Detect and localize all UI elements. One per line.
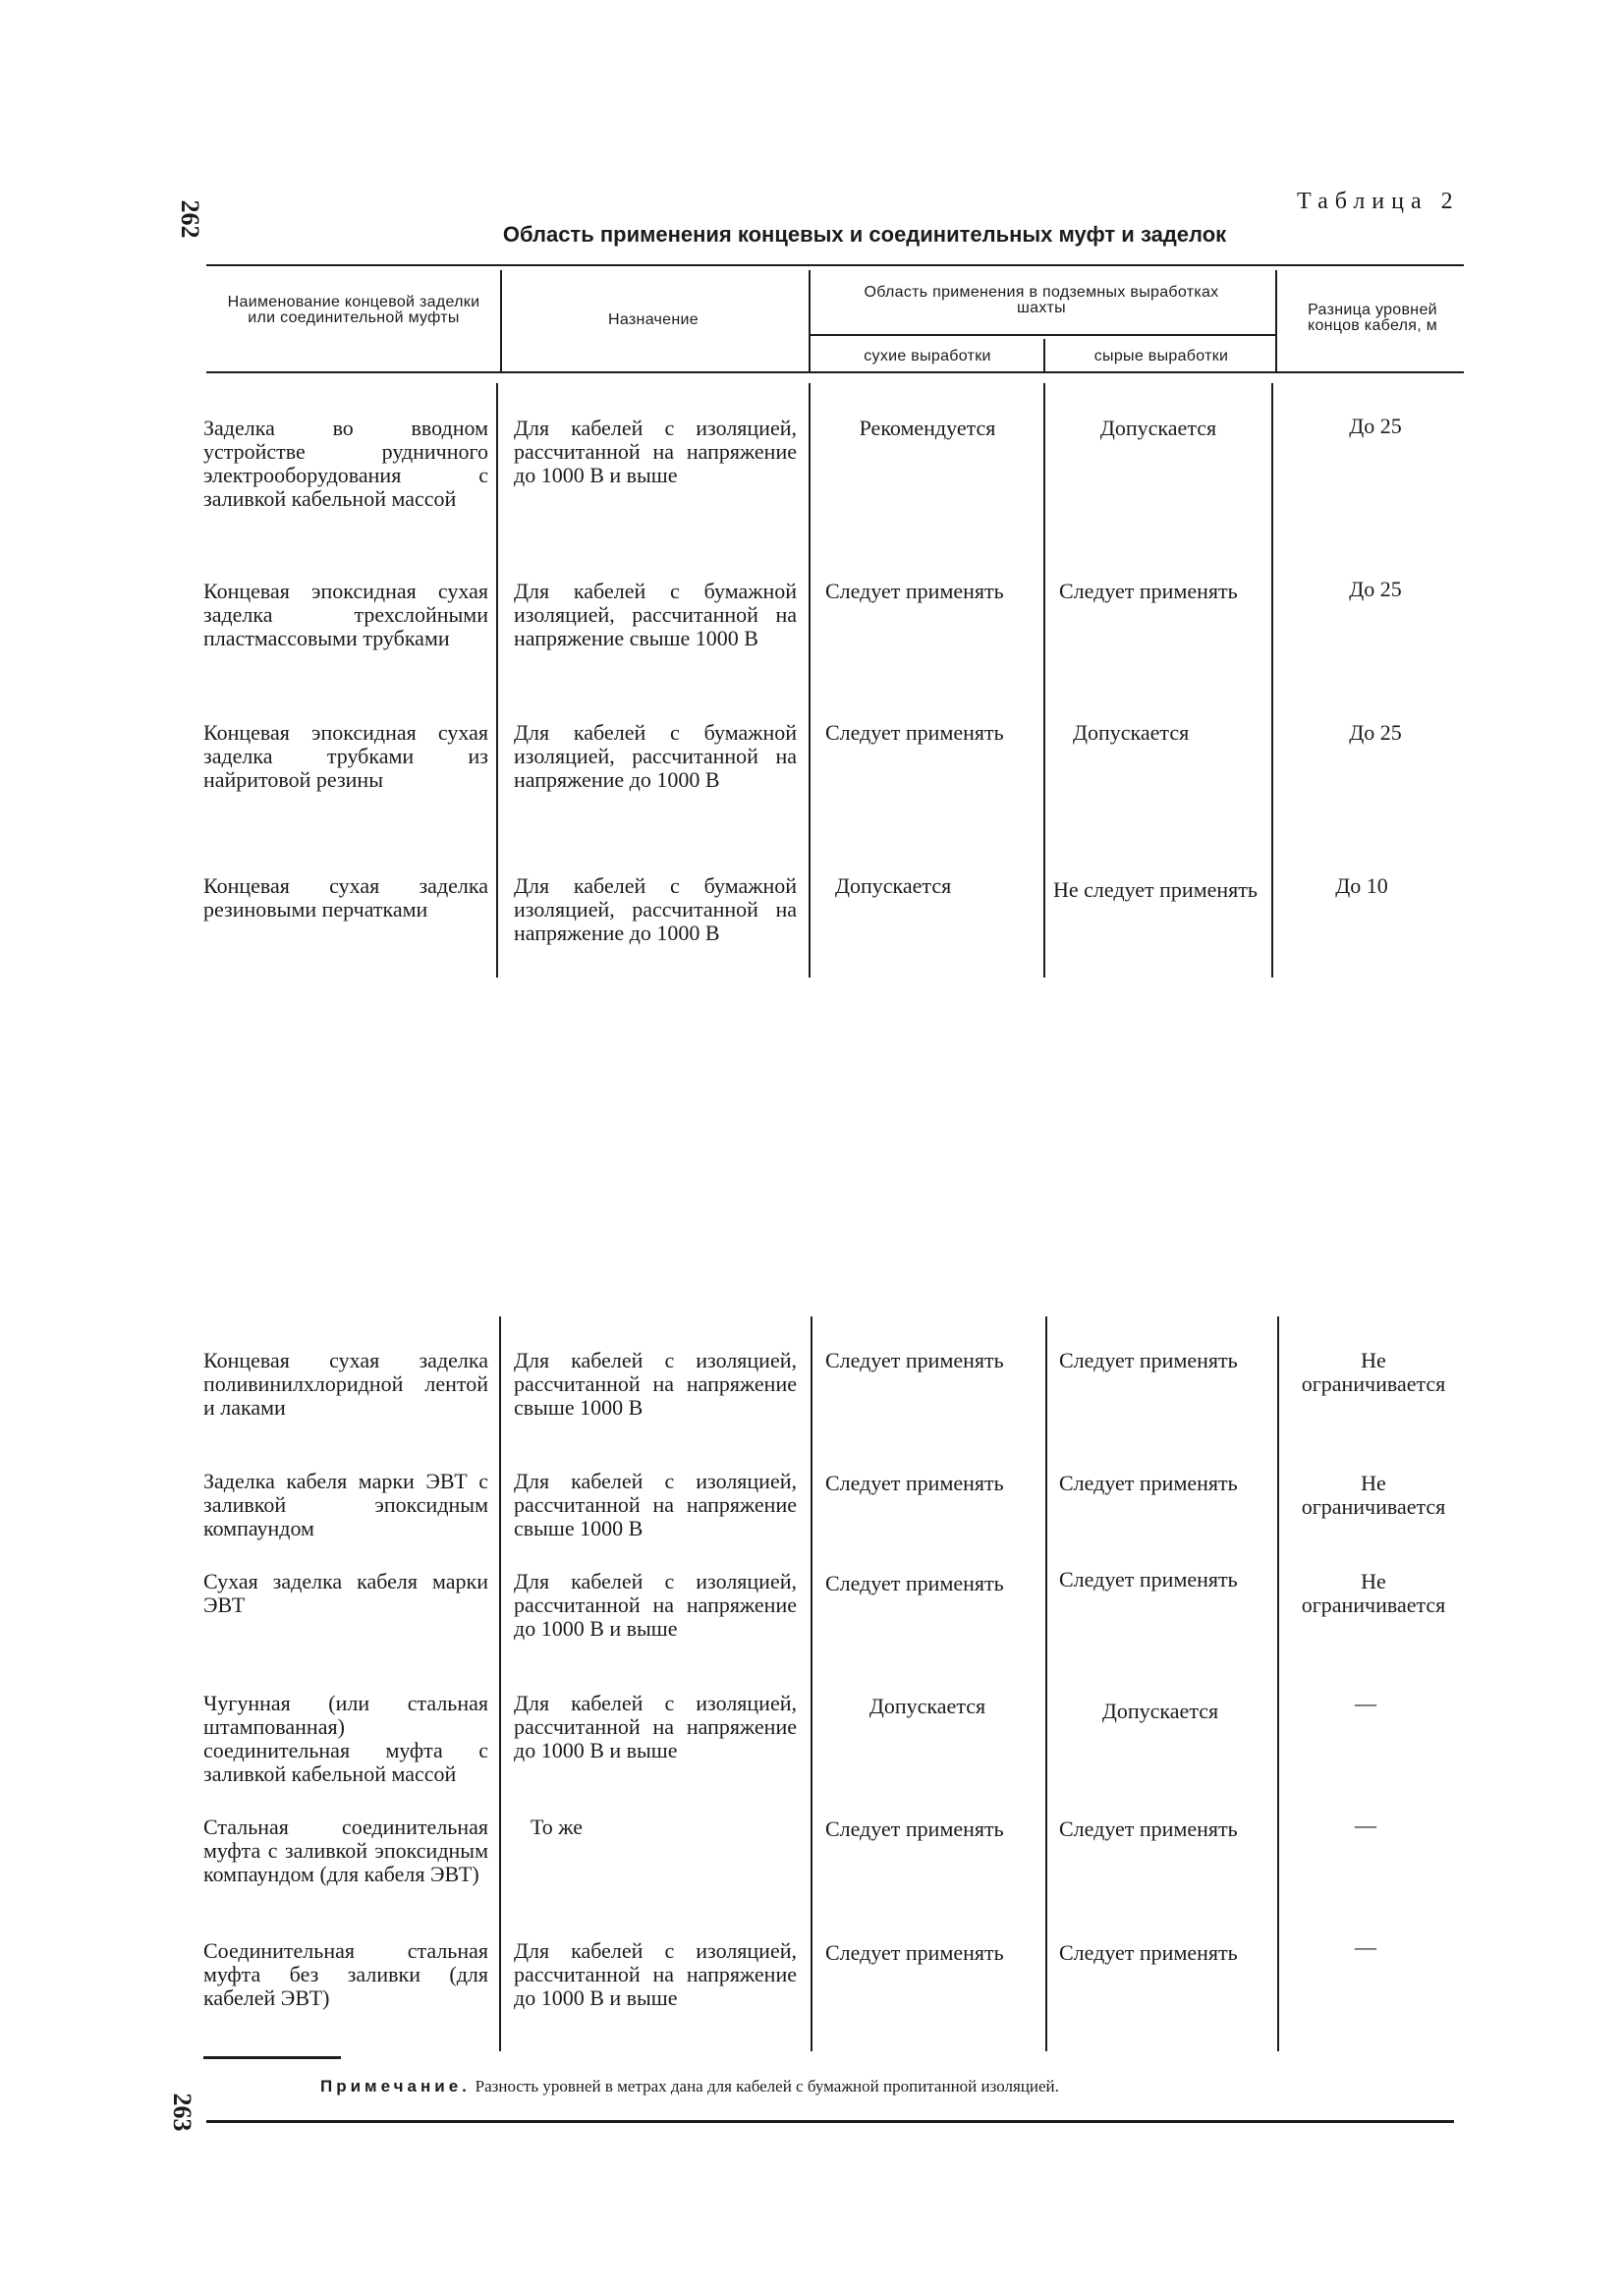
row-name: Соединительная стальная муфта без заливки (для кабелей ЭВТ)	[203, 1938, 488, 2010]
top-body-divider-2	[809, 383, 811, 978]
row-dry: Рекомендуется	[859, 416, 996, 440]
row-level: —	[1355, 1691, 1376, 1715]
bottom-body-divider-1	[499, 1316, 501, 2051]
row-wet: Следует применять	[1059, 1567, 1238, 1592]
header-wet-column: сырые выработки	[1093, 348, 1229, 364]
row-dry: Допускается	[835, 873, 952, 898]
row-name: Концевая сухая заделка резиновыми перчатками	[203, 873, 488, 922]
row-level: До 10	[1335, 873, 1388, 898]
row-dry: Следует применять	[825, 1571, 1004, 1595]
row-wet: Следует применять	[1059, 1816, 1238, 1841]
row-wet: Не следует применять	[1053, 877, 1258, 902]
row-purpose: Для кабелей с бумажной изоляцией, рассчитанной на напряжение до 1000 В	[514, 873, 797, 945]
row-name: Сухая заделка кабеля марки ЭВТ	[203, 1569, 488, 1617]
header-subgroup-rule	[809, 334, 1275, 336]
header-divider-1	[500, 270, 502, 371]
row-purpose: Для кабелей с изоляцией, рассчитанной на напряжение до 1000 В и выше	[514, 1938, 797, 2010]
row-wet: Следует применять	[1059, 1471, 1238, 1495]
header-application-group: Область применения в подземных выработках шахты	[864, 284, 1219, 316]
row-name: Заделка во вводном устройстве рудничного электрооборудования с заливкой кабельной массой	[203, 416, 488, 511]
row-dry: Следует применять	[825, 1471, 1004, 1495]
header-top-rule	[206, 264, 1464, 266]
row-name: Концевая эпоксидная сухая заделка трубками из найритовой резины	[203, 720, 488, 792]
top-body-divider-3	[1043, 383, 1045, 978]
table-title: Область применения концевых и соединительных муфт и заделок	[502, 222, 1227, 247]
header-bottom-rule	[206, 371, 1464, 373]
row-wet: Следует применять	[1059, 1348, 1238, 1372]
row-purpose: То же	[531, 1815, 583, 1839]
footnote-text: Разность уровней в метрах дана для кабелей с бумажной пропитанной изоляцией.	[475, 2077, 1059, 2095]
row-dry: Следует применять	[825, 1940, 1004, 1965]
top-body-divider-4	[1271, 383, 1273, 978]
row-wet: Допускается	[1099, 416, 1217, 440]
bottom-body-divider-3	[1045, 1316, 1047, 2051]
row-purpose: Для кабелей с изоляцией, рассчитанной на напряжение до 1000 В и выше	[514, 1691, 797, 1762]
header-level-column: Разница уровней концов кабеля, м	[1307, 302, 1438, 334]
row-wet: Допускается	[1101, 1699, 1219, 1723]
page-number-top: 262	[176, 199, 204, 239]
row-name: Концевая сухая заделка поливинилхлоридной лентой и лаками	[203, 1348, 488, 1420]
row-purpose: Для кабелей с изоляцией, рассчитанной на напряжение свыше 1000 В	[514, 1348, 797, 1420]
row-level: До 25	[1349, 577, 1402, 601]
row-wet: Допускается	[1073, 720, 1190, 745]
row-level: Не ограничивается	[1301, 1348, 1446, 1396]
row-purpose: Для кабелей с изоляцией, рассчитанной на напряжение до 1000 В и выше	[514, 1569, 797, 1641]
bottom-body-divider-4	[1277, 1316, 1279, 2051]
footnote-rule	[203, 2056, 341, 2059]
table-label: Таблица 2	[1297, 189, 1460, 214]
header-name-column: Наименование концевой заделки или соединительной муфты	[227, 294, 480, 326]
footnote-label: Примечание.	[320, 2077, 471, 2095]
row-name: Концевая эпоксидная сухая заделка трехслойными пластмассовыми трубками	[203, 579, 488, 650]
row-level: —	[1355, 1813, 1376, 1837]
row-name: Чугунная (или стальная штампованная) соединительная муфта с заливкой кабельной массой	[203, 1691, 488, 1786]
row-purpose: Для кабелей с изоляцией, рассчитанной на напряжение свыше 1000 В	[514, 1469, 797, 1540]
row-dry: Следует применять	[825, 720, 1004, 745]
row-level: Не ограничивается	[1301, 1471, 1446, 1519]
header-divider-4	[1275, 270, 1277, 371]
top-body-divider-1	[496, 383, 498, 978]
row-level: —	[1355, 1934, 1376, 1959]
row-dry: Следует применять	[825, 1348, 1004, 1372]
header-divider-3	[1043, 339, 1045, 371]
page-bottom-rule	[206, 2120, 1454, 2123]
row-level: До 25	[1349, 414, 1402, 438]
row-level: До 25	[1349, 720, 1402, 745]
row-purpose: Для кабелей с изоляцией, рассчитанной на напряжение до 1000 В и выше	[514, 416, 797, 487]
page-number-bottom: 263	[168, 2093, 196, 2132]
bottom-body-divider-2	[811, 1316, 812, 2051]
row-purpose: Для кабелей с бумажной изоляцией, рассчитанной на напряжение до 1000 В	[514, 720, 797, 792]
header-purpose-column: Назначение	[608, 311, 699, 328]
row-wet: Следует применять	[1059, 1940, 1238, 1965]
row-dry: Допускается	[868, 1694, 986, 1718]
row-wet: Следует применять	[1059, 579, 1238, 603]
row-level: Не ограничивается	[1301, 1569, 1446, 1617]
row-dry: Следует применять	[825, 579, 1004, 603]
row-purpose: Для кабелей с бумажной изоляцией, рассчитанной на напряжение свыше 1000 В	[514, 579, 797, 650]
row-dry: Следует применять	[825, 1816, 1004, 1841]
header-divider-2	[809, 270, 811, 371]
footnote	[320, 2077, 1499, 2096]
row-name: Стальная соединительная муфта с заливкой эпоксидным компаундом (для кабеля ЭВТ)	[203, 1815, 488, 1886]
header-dry-column: сухие выработки	[864, 348, 991, 364]
row-name: Заделка кабеля марки ЭВТ с заливкой эпоксидным компаундом	[203, 1469, 488, 1540]
